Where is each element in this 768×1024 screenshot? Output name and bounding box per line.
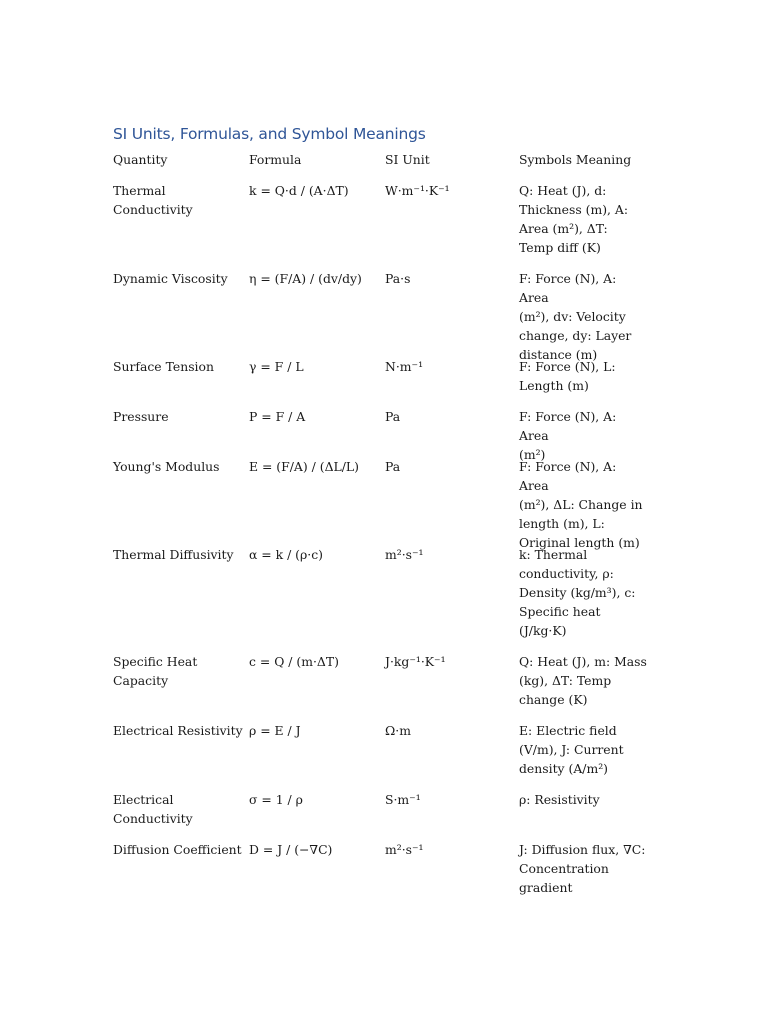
- header-formula: Formula: [249, 152, 302, 167]
- formula-cell: [249, 357, 385, 407]
- table-row: [113, 181, 653, 269]
- quantity-cell: [113, 790, 249, 840]
- quantity-cell: [113, 181, 249, 269]
- si-unit-cell-line: S·m⁻¹: [385, 792, 421, 807]
- symbols-meaning-cell-line: gradient: [519, 880, 573, 895]
- quantity-cell-line: Diffusion Coefficient: [113, 842, 242, 857]
- si-unit-cell-line: Pa: [385, 459, 401, 474]
- si-units-table: [113, 150, 653, 909]
- formula-cell: [249, 840, 385, 909]
- formula-cell: [249, 181, 385, 269]
- formula-cell: [249, 790, 385, 840]
- quantity-cell-line: Pressure: [113, 409, 169, 424]
- quantity-cell: [113, 407, 249, 457]
- quantity-cell: [113, 545, 249, 652]
- symbols-meaning-cell-line: Specific heat: [519, 604, 601, 619]
- table-row: [113, 545, 653, 652]
- symbols-meaning-cell-line: F: Force (N), A: Area: [519, 409, 617, 443]
- symbols-meaning-cell-line: (J/kg·K): [519, 623, 567, 638]
- symbols-meaning-cell-line: F: Force (N), L:: [519, 359, 616, 374]
- formula-cell: [249, 652, 385, 721]
- si-unit-cell: [385, 721, 519, 790]
- symbols-meaning-cell: [519, 269, 653, 362]
- si-unit-cell-line: Pa·s: [385, 271, 411, 286]
- quantity-cell-line: Dynamic Viscosity: [113, 271, 228, 286]
- formula-cell-line: c = Q / (m·ΔT): [249, 654, 339, 669]
- table-row: [113, 407, 653, 462]
- symbols-meaning-cell-line: Thickness (m), A:: [519, 202, 629, 217]
- si-unit-cell: [385, 545, 519, 652]
- formula-cell-line: η = (F/A) / (dv/dy): [249, 271, 362, 286]
- symbols-meaning-cell-line: (m²): [519, 447, 546, 462]
- header-symbols-meaning: Symbols Meaning: [519, 152, 632, 167]
- si-unit-cell-line: Ω·m: [385, 723, 411, 738]
- formula-cell: [249, 269, 385, 357]
- si-unit-cell-line: J·kg⁻¹·K⁻¹: [385, 654, 446, 669]
- symbols-meaning-cell: [519, 457, 653, 550]
- symbols-meaning-cell-line: distance (m): [519, 347, 598, 362]
- table-row: [113, 357, 653, 407]
- symbols-meaning-cell-line: change, dy: Layer: [519, 328, 632, 343]
- formula-cell: [249, 721, 385, 790]
- symbols-meaning-cell-line: Q: Heat (J), m: Mass: [519, 654, 647, 669]
- si-unit-cell: [385, 840, 519, 909]
- table-row: [113, 457, 653, 550]
- formula-cell-line: P = F / A: [249, 409, 306, 424]
- formula-cell: [249, 407, 385, 457]
- quantity-cell-line: Capacity: [113, 673, 169, 688]
- formula-cell: [249, 457, 385, 545]
- quantity-cell-line: Thermal Diffusivity: [113, 547, 234, 562]
- symbols-meaning-cell-line: length (m), L:: [519, 516, 605, 531]
- quantity-cell-line: Conductivity: [113, 202, 193, 217]
- quantity-cell-line: Electrical: [113, 792, 174, 807]
- formula-cell-line: γ = F / L: [249, 359, 304, 374]
- table-row: [113, 790, 653, 840]
- symbols-meaning-cell-line: (m²), dv: Velocity: [519, 309, 626, 324]
- formula-cell-line: E = (F/A) / (ΔL/L): [249, 459, 359, 474]
- quantity-cell-line: Surface Tension: [113, 359, 214, 374]
- quantity-cell-line: Specific Heat: [113, 654, 198, 669]
- symbols-meaning-cell-line: k: Thermal: [519, 547, 588, 562]
- symbols-meaning-cell-line: Area (m²), ΔT:: [519, 221, 608, 236]
- symbols-meaning-cell: [519, 181, 653, 269]
- symbols-meaning-cell-line: change (K): [519, 692, 588, 707]
- symbols-meaning-cell: [519, 840, 653, 909]
- quantity-cell: [113, 840, 249, 909]
- symbols-meaning-cell-line: ρ: Resistivity: [519, 792, 600, 807]
- si-unit-cell: [385, 357, 519, 407]
- symbols-meaning-cell-line: Length (m): [519, 378, 589, 393]
- symbols-meaning-cell-line: density (A/m²): [519, 761, 608, 776]
- table-body: [113, 181, 653, 909]
- document-title: SI Units, Formulas, and Symbol Meanings: [113, 125, 426, 143]
- quantity-cell-line: Electrical Resistivity: [113, 723, 243, 738]
- formula-cell-line: k = Q·d / (A·ΔT): [249, 183, 349, 198]
- symbols-meaning-cell-line: (V/m), J: Current: [519, 742, 624, 757]
- quantity-cell: [113, 457, 249, 545]
- si-unit-cell: [385, 181, 519, 269]
- header-si-unit: SI Unit: [385, 152, 430, 167]
- symbols-meaning-cell: [519, 721, 653, 790]
- formula-cell: [249, 545, 385, 652]
- quantity-cell-line: Conductivity: [113, 811, 193, 826]
- quantity-cell: [113, 269, 249, 357]
- si-unit-cell: [385, 269, 519, 357]
- quantity-cell-line: Thermal: [113, 183, 166, 198]
- quantity-cell: [113, 357, 249, 407]
- table-row: [113, 721, 653, 790]
- formula-cell-line: α = k / (ρ·c): [249, 547, 324, 562]
- formula-cell-line: σ = 1 / ρ: [249, 792, 303, 807]
- si-unit-cell: [385, 652, 519, 721]
- formula-cell-line: ρ = E / J: [249, 723, 301, 738]
- symbols-meaning-cell-line: Concentration: [519, 861, 609, 876]
- symbols-meaning-cell-line: F: Force (N), A: Area: [519, 271, 617, 305]
- symbols-meaning-cell-line: Temp diff (K): [519, 240, 601, 255]
- si-unit-cell: [385, 407, 519, 457]
- symbols-meaning-cell-line: (kg), ΔT: Temp: [519, 673, 612, 688]
- symbols-meaning-cell: [519, 790, 653, 840]
- header-quantity: Quantity: [113, 152, 168, 167]
- si-unit-cell-line: m²·s⁻¹: [385, 547, 424, 562]
- symbols-meaning-cell: [519, 545, 653, 652]
- symbols-meaning-cell-line: conductivity, ρ:: [519, 566, 614, 581]
- si-unit-cell-line: N·m⁻¹: [385, 359, 424, 374]
- symbols-meaning-cell-line: J: Diffusion flux, ∇C:: [519, 842, 646, 857]
- quantity-cell-line: Young's Modulus: [113, 459, 220, 474]
- si-unit-cell: [385, 790, 519, 840]
- table-row: [113, 840, 653, 909]
- symbols-meaning-cell-line: Original length (m): [519, 535, 640, 550]
- symbols-meaning-cell-line: (m²), ΔL: Change in: [519, 497, 643, 512]
- quantity-cell: [113, 721, 249, 790]
- si-unit-cell-line: Pa: [385, 409, 401, 424]
- quantity-cell: [113, 652, 249, 721]
- symbols-meaning-cell: [519, 407, 653, 462]
- symbols-meaning-cell: [519, 652, 653, 721]
- symbols-meaning-cell-line: Density (kg/m³), c:: [519, 585, 636, 600]
- symbols-meaning-cell-line: Q: Heat (J), d:: [519, 183, 607, 198]
- table-row: [113, 269, 653, 362]
- symbols-meaning-cell: [519, 357, 653, 407]
- si-unit-cell-line: W·m⁻¹·K⁻¹: [385, 183, 450, 198]
- si-unit-cell: [385, 457, 519, 545]
- symbols-meaning-cell-line: E: Electric field: [519, 723, 617, 738]
- table-row: [113, 652, 653, 721]
- formula-cell-line: D = J / (−∇C): [249, 842, 333, 857]
- si-unit-cell-line: m²·s⁻¹: [385, 842, 424, 857]
- table-header-row: [113, 150, 653, 181]
- symbols-meaning-cell-line: F: Force (N), A: Area: [519, 459, 617, 493]
